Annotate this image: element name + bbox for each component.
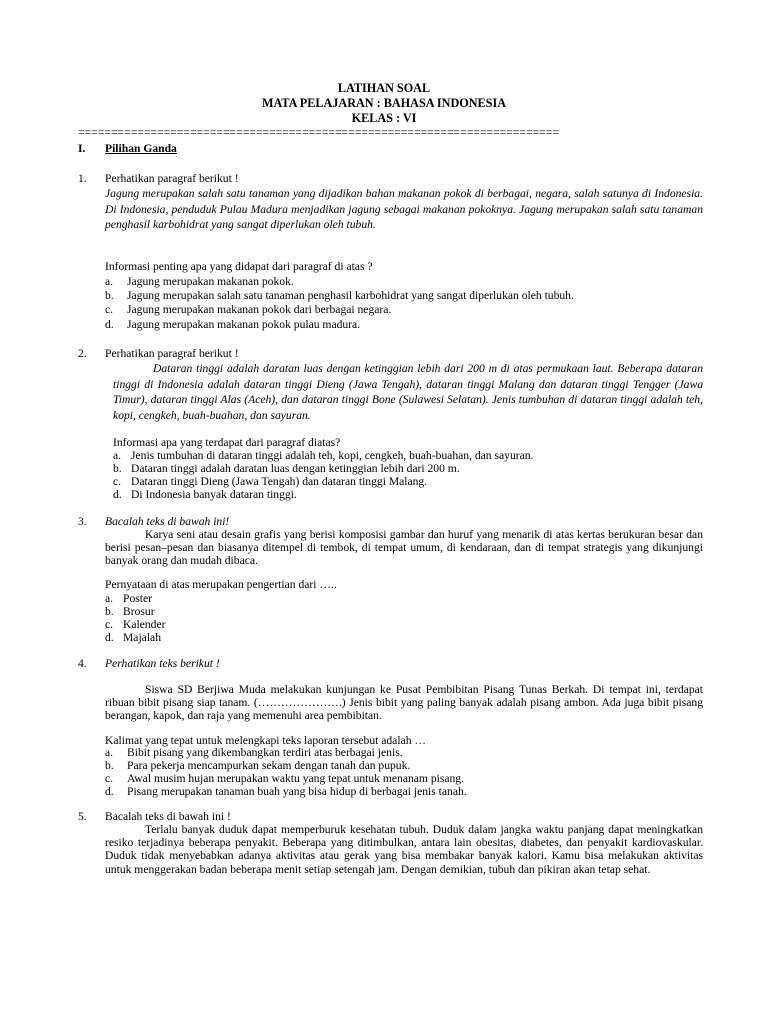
option-letter: c. (105, 772, 114, 785)
option-text: Dataran tinggi Dieng (Jawa Tengah) dan dataran tinggi Malang. (131, 475, 428, 488)
option-letter: a. (105, 592, 114, 605)
doc-title: LATIHAN SOAL (337, 81, 431, 95)
option-text: Majalah (123, 631, 161, 644)
section-title: Pilihan Ganda (105, 142, 177, 155)
option-letter: c. (105, 618, 114, 631)
q2-prompt: Perhatikan paragraf berikut ! (105, 347, 239, 360)
option-text: Jagung merupakan salah satu tanaman penghasil karbohidrat yang sangat diperlukan oleh tubuh. (127, 289, 574, 302)
q4-prompt: Perhatikan teks berikut ! (105, 657, 220, 670)
option-text: Pisang merupakan tanaman buah yang bisa hidup di berbagai jenis tanah. (127, 785, 467, 798)
option-text: Jenis tumbuhan di dataran tinggi adalah teh, kopi, cengkeh, buah-buahan, dan sayuran. (131, 449, 534, 462)
option-text: Para pekerja mencampurkan sekam dengan tanah dan pupuk. (127, 759, 411, 772)
doc-subject: MATA PELAJARAN : BAHASA INDONESIA (262, 96, 506, 110)
option-text: Awal musim hujan merupakan waktu yang tepat untuk menanam pisang. (127, 772, 465, 785)
q1-question: Informasi penting apa yang didapat dari paragraf di atas ? (105, 260, 373, 273)
q4-passage: Siswa SD Berjiwa Muda melakukan kunjungan ke Pusat Pembibitan Pisang Tunas Berkah. Di tempat ini, terdapat ribuan bibit pisang siap tanam. (………………….) Jenis bibit yang paling banyak adalah pisang ambon. Ada juga bibit pisang berangan, kapok, dan raja yang memenuhi area pembibitan. (105, 683, 703, 723)
q1-prompt: Perhatikan paragraf berikut ! (105, 172, 239, 185)
option-text: Jagung merupakan makanan pokok dari berbagai negara. (127, 303, 392, 316)
q4-number: 4. (78, 657, 87, 670)
option-letter: d. (113, 488, 122, 501)
q1-passage: Jagung merupakan salah satu tanaman yang dijadikan bahan makanan pokok di berbagai, negara, salah satunya di Indonesia. Di Indonesia, penduduk Pulau Madura menjadikan jagung sebagai makanan pokoknya. Jagung merupakan salah satu tanaman penghasil karbohidrat yang sangat diperlukan oleh tubuh. (105, 187, 703, 231)
q3-number: 3. (78, 515, 87, 528)
option-letter: c. (113, 475, 122, 488)
q5-number: 5. (78, 810, 87, 823)
option-letter: b. (113, 462, 122, 475)
option-letter: d. (105, 631, 114, 644)
q2-passage: Dataran tinggi adalah daratan luas dengan ketinggian lebih dari 200 m di atas permukaan laut. Beberapa dataran tinggi di Indonesia adalah dataran tinggi Dieng (Jawa Tengah), dataran tinggi Malang dan dataran tinggi Tengger (Jawa Timur), dataran tinggi Alas (Aceh), dan dataran tinggi Bone (Sulawesi Selatan). Jenis tumbuhan di dataran tinggi adalah teh, kopi, cengkeh, buah-buahan, dan sayuran. (113, 362, 703, 422)
option-letter: b. (105, 605, 114, 618)
option-letter: d. (105, 318, 114, 331)
option-text: Jagung merupakan makanan pokok. (127, 275, 294, 288)
q3-prompt: Bacalah teks di bawah ini! (105, 515, 230, 528)
section-number: I. (78, 142, 86, 155)
option-letter: d. (105, 785, 114, 798)
q4-question: Kalimat yang tepat untuk melengkapi teks laporan tersebut adalah … (105, 734, 426, 747)
q2-number: 2. (78, 347, 87, 360)
option-text: Dataran tinggi adalah daratan luas dengan ketinggian lebih dari 200 m. (131, 462, 460, 475)
option-text: Bibit pisang yang dikembangkan terdiri atas berbagai jenis. (127, 746, 403, 759)
option-letter: a. (105, 746, 114, 759)
option-text: Kalender (123, 618, 166, 631)
q1-number: 1. (78, 172, 87, 185)
q5-prompt: Bacalah teks di bawah ini ! (105, 810, 231, 823)
option-text: Brosur (123, 605, 155, 618)
divider-rule: ========================================================================= (78, 126, 559, 139)
option-letter: b. (105, 759, 114, 772)
option-text: Di Indonesia banyak dataran tinggi. (131, 488, 297, 501)
doc-class: KELAS : VI (351, 111, 417, 125)
option-text: Poster (123, 592, 152, 605)
option-letter: c. (105, 303, 114, 316)
q3-question: Pernyataan di atas merupakan pengertian dari ….. (105, 578, 337, 591)
q3-passage: Karya seni atau desain grafis yang berisi komposisi gambar dan huruf yang menarik di atas kertas berukuran besar dan berisi pesan–pesan dan biasanya ditempel di tembok, di tempat umum, di kendaraan, dan di tempat strategis yang dikunjungi banyak orang dan mudah dibaca. (105, 528, 703, 568)
option-letter: a. (105, 275, 114, 288)
q2-question: Informasi apa yang terdapat dari paragraf diatas? (113, 436, 341, 449)
option-letter: a. (113, 449, 122, 462)
q5-passage: Terlalu banyak duduk dapat memperburuk kesehatan tubuh. Duduk dalam jangka waktu panjang dapat meningkatkan resiko terjadinya beberapa penyakit. Beberapa yang ditimbulkan, antara lain obesitas, diabetes, dan penyakit kardiovaskular. Duduk tidak menyebabkan adanya aktivitas atau gerak yang bisa membakar banyak kalori. Kamu bisa melakukan aktivitas untuk menggerakan badan beberapa menit setiap setengah jam. Dengan demikian, tubuh dan pikiran akan tetap sehat. (105, 823, 703, 876)
option-text: Jagung merupakan makanan pokok pulau madura. (127, 318, 361, 331)
option-letter: b. (105, 289, 114, 302)
